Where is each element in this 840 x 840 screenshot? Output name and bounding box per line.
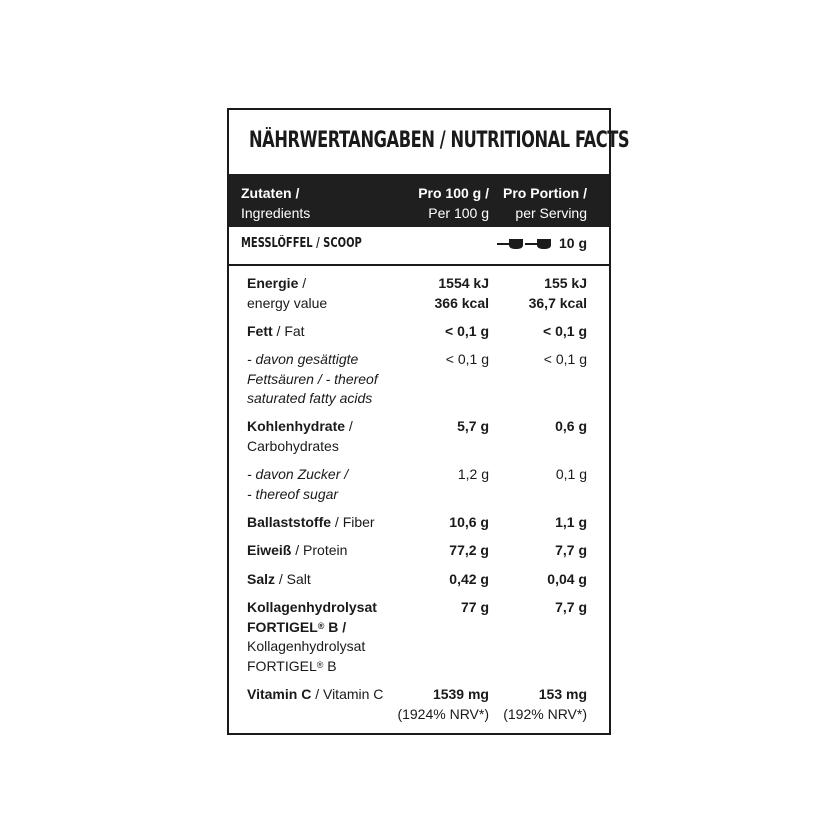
row-name: Kohlenhydrate / Carbohydrates: [247, 418, 353, 454]
value-per-100g: 1554 kJ 366 kcal: [434, 275, 489, 311]
row-name: - davon gesättigte Fettsäuren / - thereof saturated fatty acids: [247, 351, 378, 406]
value-per-serving: 155 kJ 36,7 kcal: [528, 275, 587, 311]
row-name: Kollagenhydrolysat FORTIGEL® B / Kollagenhydrolysat FORTIGEL® B: [247, 599, 377, 674]
nutrition-facts-panel: [227, 108, 630, 735]
scoop-icon: [497, 237, 557, 256]
row-name: Vitamin C / Vitamin C: [247, 686, 384, 702]
value-per-serving: 7,7 g: [555, 599, 587, 615]
value-per-100g: < 0,1 g: [445, 323, 489, 339]
value-per-serving: 0,6 g: [555, 418, 587, 434]
value-per-100g: 0,42 g: [449, 571, 489, 587]
value-per-100g: 5,7 g: [457, 418, 489, 434]
header-per-100g: Pro 100 g / Per 100 g: [418, 185, 489, 221]
value-per-serving: 153 mg (192% NRV*): [503, 686, 587, 722]
value-per-serving: 0,04 g: [547, 571, 587, 587]
value-per-100g: 10,6 g: [449, 514, 489, 530]
value-per-serving: 7,7 g: [555, 542, 587, 558]
row-name: Energie / energy value: [247, 275, 328, 311]
value-per-serving: 1,1 g: [555, 514, 587, 530]
scoop-value: 10 g: [558, 235, 587, 251]
row-name: Salz / Salt: [247, 571, 311, 587]
header-per-serving: Pro Portion / per Serving: [503, 185, 587, 221]
value-per-100g: 77 g: [460, 599, 489, 615]
header-ingredients: Zutaten / Ingredients: [241, 185, 311, 221]
value-per-serving: < 0,1 g: [543, 351, 587, 367]
table-header: [229, 174, 609, 227]
panel-title: NÄHRWERTANGABEN / NUTRITIONAL FACTS: [249, 128, 630, 153]
value-per-100g: < 0,1 g: [445, 351, 489, 367]
row-name: Fett / Fat: [247, 323, 305, 339]
value-per-100g: 77,2 g: [449, 542, 489, 558]
scoop-row: [229, 227, 609, 266]
row-name: Ballaststoffe / Fiber: [247, 514, 375, 530]
value-per-100g: 1539 mg (1924% NRV*): [397, 686, 489, 722]
row-name: Eiweiß / Protein: [247, 542, 348, 558]
value-per-100g: 1,2 g: [457, 466, 489, 482]
value-per-serving: < 0,1 g: [543, 323, 587, 339]
value-per-serving: 0,1 g: [555, 466, 587, 482]
row-name: - davon Zucker / - thereof sugar: [247, 466, 349, 502]
scoop-label: MESSLÖFFEL / SCOOP: [241, 236, 362, 251]
